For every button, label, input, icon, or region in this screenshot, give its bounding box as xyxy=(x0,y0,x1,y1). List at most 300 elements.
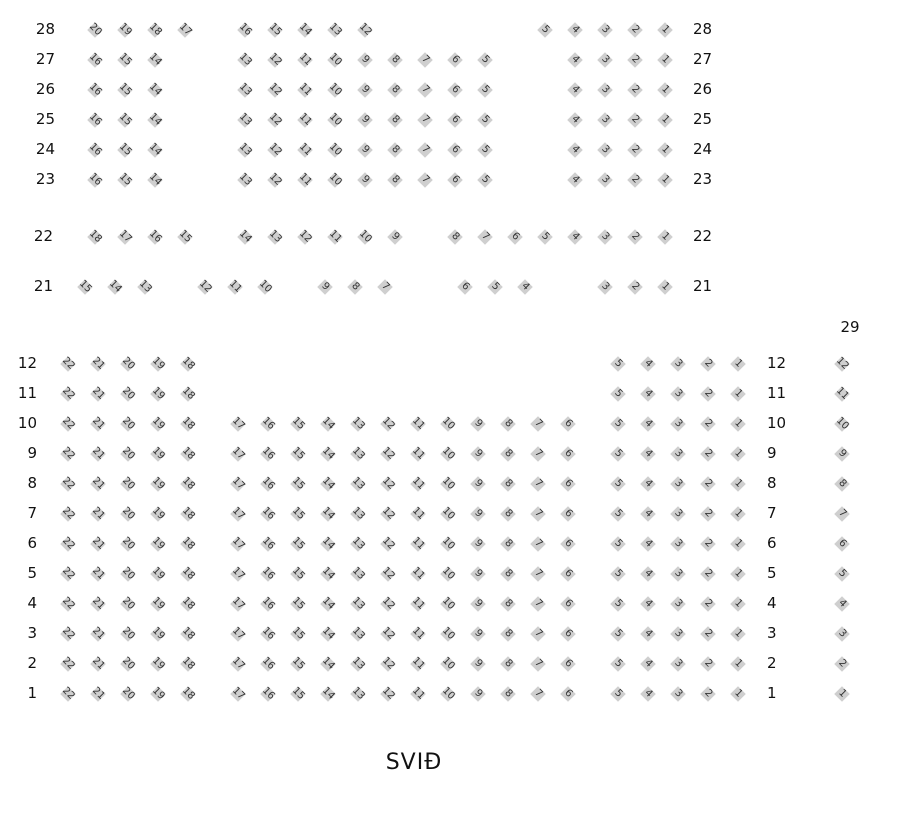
seat-number: 13 xyxy=(236,51,254,69)
seat-number: 9 xyxy=(472,417,485,430)
seat-number: 7 xyxy=(532,477,545,490)
seat-number: 10 xyxy=(326,111,344,129)
seat-number: 3 xyxy=(672,657,685,670)
seat-number: 8 xyxy=(389,143,402,156)
row-label: 21 xyxy=(693,277,713,295)
seat-number: 5 xyxy=(612,447,625,460)
seat-number: 20 xyxy=(119,655,137,673)
row-label: 26 xyxy=(35,80,55,98)
seat-number: 3 xyxy=(672,627,685,640)
row-label: 3 xyxy=(27,624,37,642)
seat-number: 16 xyxy=(259,565,277,583)
seat-number: 1 xyxy=(659,230,672,243)
seat-number: 12 xyxy=(266,111,284,129)
seat-number: 16 xyxy=(86,81,104,99)
seat-number: 21 xyxy=(89,535,107,553)
seat-number: 21 xyxy=(89,475,107,493)
seat-number: 15 xyxy=(116,171,134,189)
seat-number: 15 xyxy=(289,595,307,613)
seat-number: 5 xyxy=(479,83,492,96)
seat-number: 17 xyxy=(229,535,247,553)
seat-number: 7 xyxy=(532,567,545,580)
seat-number: 22 xyxy=(59,685,77,703)
seat-number: 9 xyxy=(472,537,485,550)
seat-number: 18 xyxy=(179,355,197,373)
seat-number: 9 xyxy=(836,447,849,460)
seat-number: 3 xyxy=(599,173,612,186)
seat-number: 8 xyxy=(502,447,515,460)
seat-number: 1 xyxy=(732,447,745,460)
seat-number: 12 xyxy=(379,655,397,673)
seat-number: 18 xyxy=(179,535,197,553)
seat-number: 12 xyxy=(833,355,851,373)
row-label: 11 xyxy=(767,384,787,402)
seat-number: 11 xyxy=(296,141,314,159)
seat-number: 11 xyxy=(296,51,314,69)
seat-number: 10 xyxy=(439,685,457,703)
seat-number: 20 xyxy=(119,535,137,553)
seat-number: 15 xyxy=(289,625,307,643)
seat-number: 12 xyxy=(266,171,284,189)
seat-number: 16 xyxy=(259,595,277,613)
seat-number: 12 xyxy=(379,535,397,553)
seat-number: 22 xyxy=(59,385,77,403)
seat-number: 1 xyxy=(732,627,745,640)
seat-number: 11 xyxy=(226,278,244,296)
row-label: 22 xyxy=(33,227,53,245)
seat-number: 17 xyxy=(229,475,247,493)
seat-number: 3 xyxy=(672,447,685,460)
seat-number: 3 xyxy=(672,387,685,400)
seat-number: 4 xyxy=(642,357,655,370)
seat-number: 22 xyxy=(59,625,77,643)
seat-number: 8 xyxy=(502,417,515,430)
seat-number: 12 xyxy=(379,475,397,493)
seat-number: 4 xyxy=(642,597,655,610)
seat-number: 4 xyxy=(642,477,655,490)
seat-number: 5 xyxy=(539,23,552,36)
seat-number: 16 xyxy=(259,625,277,643)
seat-number: 22 xyxy=(59,415,77,433)
row-label: 26 xyxy=(693,80,713,98)
seat-number: 13 xyxy=(349,565,367,583)
seat-number: 5 xyxy=(612,387,625,400)
seat-number: 3 xyxy=(672,507,685,520)
seat-number: 2 xyxy=(702,537,715,550)
seat-number: 18 xyxy=(179,415,197,433)
seat-number: 11 xyxy=(409,535,427,553)
row-label: 27 xyxy=(693,50,713,68)
seat-number: 15 xyxy=(289,535,307,553)
seat-number: 20 xyxy=(119,385,137,403)
seat-number: 4 xyxy=(569,143,582,156)
seat-number: 9 xyxy=(472,657,485,670)
seat-number: 8 xyxy=(502,567,515,580)
seat-number: 12 xyxy=(379,625,397,643)
seat-number: 21 xyxy=(89,385,107,403)
seat-number: 3 xyxy=(836,627,849,640)
seat-number: 10 xyxy=(439,475,457,493)
seat-number: 6 xyxy=(562,687,575,700)
seat-number: 21 xyxy=(89,655,107,673)
seat-number: 19 xyxy=(149,415,167,433)
seat-number: 14 xyxy=(146,141,164,159)
seat-number: 7 xyxy=(479,230,492,243)
seat-number: 6 xyxy=(836,537,849,550)
seat-number: 17 xyxy=(229,505,247,523)
seat-number: 15 xyxy=(266,21,284,39)
seat-number: 5 xyxy=(479,113,492,126)
seat-number: 20 xyxy=(119,355,137,373)
seat-number: 10 xyxy=(439,415,457,433)
seat-number: 10 xyxy=(356,228,374,246)
seat-number: 14 xyxy=(319,535,337,553)
seat-number: 14 xyxy=(146,51,164,69)
seat-number: 5 xyxy=(836,567,849,580)
seat-number: 16 xyxy=(259,535,277,553)
seat-number: 11 xyxy=(409,625,427,643)
seat-number: 2 xyxy=(702,417,715,430)
seat-number: 14 xyxy=(106,278,124,296)
seat-number: 2 xyxy=(836,657,849,670)
row-label: 21 xyxy=(33,277,53,295)
seat-number: 6 xyxy=(449,143,462,156)
seat-number: 17 xyxy=(229,595,247,613)
seat-number: 15 xyxy=(289,475,307,493)
seat-number: 5 xyxy=(612,537,625,550)
row-label: 24 xyxy=(35,140,55,158)
seat-number: 14 xyxy=(236,228,254,246)
seat-number: 8 xyxy=(389,53,402,66)
seat-number: 12 xyxy=(379,685,397,703)
seat-number: 13 xyxy=(349,625,367,643)
row-label: 3 xyxy=(767,624,777,642)
seat-number: 5 xyxy=(612,477,625,490)
seat-number: 10 xyxy=(439,445,457,463)
seat-number: 3 xyxy=(672,477,685,490)
seat-number: 7 xyxy=(419,143,432,156)
seat-number: 10 xyxy=(439,505,457,523)
seat-number: 13 xyxy=(349,475,367,493)
seat-number: 6 xyxy=(562,417,575,430)
seat-number: 15 xyxy=(289,505,307,523)
seat-number: 13 xyxy=(349,535,367,553)
seat-number: 14 xyxy=(319,685,337,703)
seat-number: 16 xyxy=(86,171,104,189)
seat-number: 11 xyxy=(409,685,427,703)
seat-number: 13 xyxy=(349,505,367,523)
seat-number: 14 xyxy=(319,565,337,583)
seat-number: 7 xyxy=(532,507,545,520)
seat-number: 18 xyxy=(179,595,197,613)
row-label: 4 xyxy=(767,594,777,612)
seat-number: 7 xyxy=(419,173,432,186)
seat-number: 10 xyxy=(256,278,274,296)
row-label: 2 xyxy=(27,654,37,672)
seat-number: 2 xyxy=(629,23,642,36)
seat-number: 14 xyxy=(319,475,337,493)
seat-number: 21 xyxy=(89,505,107,523)
seat-number: 19 xyxy=(149,625,167,643)
seat-number: 4 xyxy=(642,387,655,400)
seat-number: 14 xyxy=(319,445,337,463)
seat-number: 13 xyxy=(349,685,367,703)
row-label: 8 xyxy=(27,474,37,492)
row-label: 11 xyxy=(17,384,37,402)
seat-number: 1 xyxy=(732,687,745,700)
seat-number: 17 xyxy=(116,228,134,246)
seat-number: 19 xyxy=(149,685,167,703)
seat-number: 4 xyxy=(836,597,849,610)
seat-number: 15 xyxy=(116,111,134,129)
seat-number: 21 xyxy=(89,415,107,433)
seat-number: 5 xyxy=(539,230,552,243)
seat-number: 1 xyxy=(732,417,745,430)
seat-number: 12 xyxy=(379,595,397,613)
seat-number: 3 xyxy=(672,357,685,370)
seat-number: 11 xyxy=(296,171,314,189)
row-label: 5 xyxy=(27,564,37,582)
seat-number: 8 xyxy=(502,687,515,700)
seat-number: 22 xyxy=(59,595,77,613)
seat-number: 11 xyxy=(409,415,427,433)
seat-number: 15 xyxy=(176,228,194,246)
seat-number: 21 xyxy=(89,445,107,463)
stage-label: SVIÐ xyxy=(385,750,443,775)
seat-number: 12 xyxy=(266,51,284,69)
seat-number: 14 xyxy=(319,505,337,523)
seat-number: 15 xyxy=(289,565,307,583)
seat-number: 4 xyxy=(519,280,532,293)
seat-number: 9 xyxy=(472,477,485,490)
seat-number: 10 xyxy=(439,655,457,673)
row-label: 8 xyxy=(767,474,777,492)
seat-number: 1 xyxy=(659,53,672,66)
seat-number: 18 xyxy=(179,625,197,643)
seat-number: 3 xyxy=(672,687,685,700)
seat-number: 1 xyxy=(659,23,672,36)
seat-number: 21 xyxy=(89,625,107,643)
seat-number: 2 xyxy=(702,627,715,640)
seat-number: 13 xyxy=(266,228,284,246)
row-label: 6 xyxy=(767,534,777,552)
seat-number: 18 xyxy=(179,475,197,493)
seat-number: 6 xyxy=(562,447,575,460)
seat-number: 13 xyxy=(349,655,367,673)
seat-number: 9 xyxy=(472,447,485,460)
seat-number: 20 xyxy=(119,415,137,433)
seat-number: 4 xyxy=(642,507,655,520)
seat-number: 14 xyxy=(319,655,337,673)
seat-number: 22 xyxy=(59,505,77,523)
seat-number: 15 xyxy=(76,278,94,296)
seat-number: 1 xyxy=(732,507,745,520)
seat-number: 17 xyxy=(229,415,247,433)
seat-number: 9 xyxy=(359,83,372,96)
seat-number: 19 xyxy=(149,535,167,553)
seat-number: 12 xyxy=(379,565,397,583)
seat-number: 11 xyxy=(833,385,851,403)
row-label: 25 xyxy=(35,110,55,128)
seat-number: 14 xyxy=(319,415,337,433)
seat-number: 2 xyxy=(629,83,642,96)
seat-number: 6 xyxy=(459,280,472,293)
seat-number: 4 xyxy=(642,417,655,430)
seat-number: 16 xyxy=(259,415,277,433)
seat-number: 5 xyxy=(479,173,492,186)
seat-number: 1 xyxy=(732,567,745,580)
seat-number: 7 xyxy=(532,537,545,550)
seat-number: 12 xyxy=(196,278,214,296)
seat-number: 2 xyxy=(629,113,642,126)
seat-number: 17 xyxy=(176,21,194,39)
seat-number: 8 xyxy=(449,230,462,243)
seat-number: 18 xyxy=(179,685,197,703)
row-label: 6 xyxy=(27,534,37,552)
seat-number: 12 xyxy=(356,21,374,39)
seat-number: 15 xyxy=(289,685,307,703)
seat-number: 2 xyxy=(702,597,715,610)
seat-number: 6 xyxy=(562,657,575,670)
row-label: 23 xyxy=(693,170,713,188)
seat-number: 3 xyxy=(672,537,685,550)
seat-number: 17 xyxy=(229,655,247,673)
seat-number: 17 xyxy=(229,565,247,583)
seat-number: 17 xyxy=(229,685,247,703)
seat-number: 3 xyxy=(672,567,685,580)
seat-number: 1 xyxy=(836,687,849,700)
seat-number: 6 xyxy=(562,507,575,520)
seat-number: 6 xyxy=(449,53,462,66)
seat-number: 22 xyxy=(59,445,77,463)
seat-number: 11 xyxy=(409,505,427,523)
seat-number: 5 xyxy=(612,357,625,370)
seat-number: 3 xyxy=(599,230,612,243)
seat-number: 8 xyxy=(502,507,515,520)
seat-number: 7 xyxy=(532,447,545,460)
seat-number: 5 xyxy=(612,417,625,430)
seat-number: 13 xyxy=(349,445,367,463)
seat-number: 11 xyxy=(409,655,427,673)
seat-number: 2 xyxy=(702,687,715,700)
row-label: 22 xyxy=(693,227,713,245)
seat-number: 9 xyxy=(359,173,372,186)
seat-number: 19 xyxy=(149,445,167,463)
seat-number: 21 xyxy=(89,355,107,373)
seat-number: 19 xyxy=(149,655,167,673)
seat-number: 2 xyxy=(702,477,715,490)
seat-number: 16 xyxy=(86,111,104,129)
seat-number: 15 xyxy=(116,141,134,159)
seat-number: 2 xyxy=(702,447,715,460)
seat-number: 8 xyxy=(502,477,515,490)
seat-number: 10 xyxy=(326,171,344,189)
seat-number: 2 xyxy=(702,567,715,580)
row-label: 23 xyxy=(35,170,55,188)
seat-number: 14 xyxy=(146,81,164,99)
seat-number: 18 xyxy=(179,445,197,463)
seat-number: 6 xyxy=(562,627,575,640)
seat-number: 19 xyxy=(149,595,167,613)
seat-number: 10 xyxy=(326,141,344,159)
seat-number: 1 xyxy=(732,537,745,550)
seat-number: 22 xyxy=(59,565,77,583)
seat-number: 20 xyxy=(119,505,137,523)
seat-number: 2 xyxy=(629,173,642,186)
seat-number: 22 xyxy=(59,535,77,553)
seat-number: 16 xyxy=(259,475,277,493)
seat-number: 20 xyxy=(119,685,137,703)
seat-number: 5 xyxy=(612,597,625,610)
seat-number: 19 xyxy=(149,355,167,373)
seat-number: 6 xyxy=(562,597,575,610)
seat-number: 19 xyxy=(149,565,167,583)
seat-number: 4 xyxy=(642,687,655,700)
seat-number: 12 xyxy=(296,228,314,246)
seat-number: 7 xyxy=(532,687,545,700)
seat-number: 4 xyxy=(642,627,655,640)
seat-number: 15 xyxy=(116,51,134,69)
seat-number: 10 xyxy=(439,565,457,583)
seat-number: 2 xyxy=(629,280,642,293)
seat-number: 11 xyxy=(409,445,427,463)
seat-number: 13 xyxy=(136,278,154,296)
seat-number: 9 xyxy=(472,627,485,640)
seat-number: 5 xyxy=(612,507,625,520)
seat-number: 6 xyxy=(449,83,462,96)
seat-number: 16 xyxy=(259,685,277,703)
seat-number: 1 xyxy=(659,83,672,96)
seat-number: 4 xyxy=(642,537,655,550)
seat-number: 19 xyxy=(149,505,167,523)
seat-number: 7 xyxy=(532,597,545,610)
seat-number: 1 xyxy=(659,113,672,126)
seat-number: 8 xyxy=(502,657,515,670)
seat-number: 1 xyxy=(659,280,672,293)
seat-number: 3 xyxy=(599,83,612,96)
seat-number: 1 xyxy=(732,657,745,670)
seat-number: 6 xyxy=(449,173,462,186)
seat-number: 5 xyxy=(612,627,625,640)
seat-number: 9 xyxy=(319,280,332,293)
seat-number: 5 xyxy=(479,53,492,66)
row-label: 1 xyxy=(767,684,777,702)
row-label: 28 xyxy=(693,20,713,38)
row-label: 12 xyxy=(767,354,787,372)
seat-number: 7 xyxy=(419,53,432,66)
seat-number: 4 xyxy=(569,173,582,186)
seat-number: 16 xyxy=(259,505,277,523)
seat-number: 15 xyxy=(289,415,307,433)
seat-number: 18 xyxy=(179,505,197,523)
row-label: 9 xyxy=(27,444,37,462)
seat-number: 18 xyxy=(179,655,197,673)
seat-number: 21 xyxy=(89,565,107,583)
seat-number: 8 xyxy=(389,113,402,126)
seat-number: 4 xyxy=(569,113,582,126)
row-label: 25 xyxy=(693,110,713,128)
seat-number: 8 xyxy=(836,477,849,490)
seat-number: 2 xyxy=(629,143,642,156)
seat-number: 3 xyxy=(599,143,612,156)
seat-number: 13 xyxy=(326,21,344,39)
seat-number: 4 xyxy=(569,23,582,36)
seat-number: 4 xyxy=(569,230,582,243)
seat-number: 10 xyxy=(439,625,457,643)
seat-number: 5 xyxy=(612,657,625,670)
seat-number: 5 xyxy=(612,687,625,700)
seat-number: 1 xyxy=(732,597,745,610)
